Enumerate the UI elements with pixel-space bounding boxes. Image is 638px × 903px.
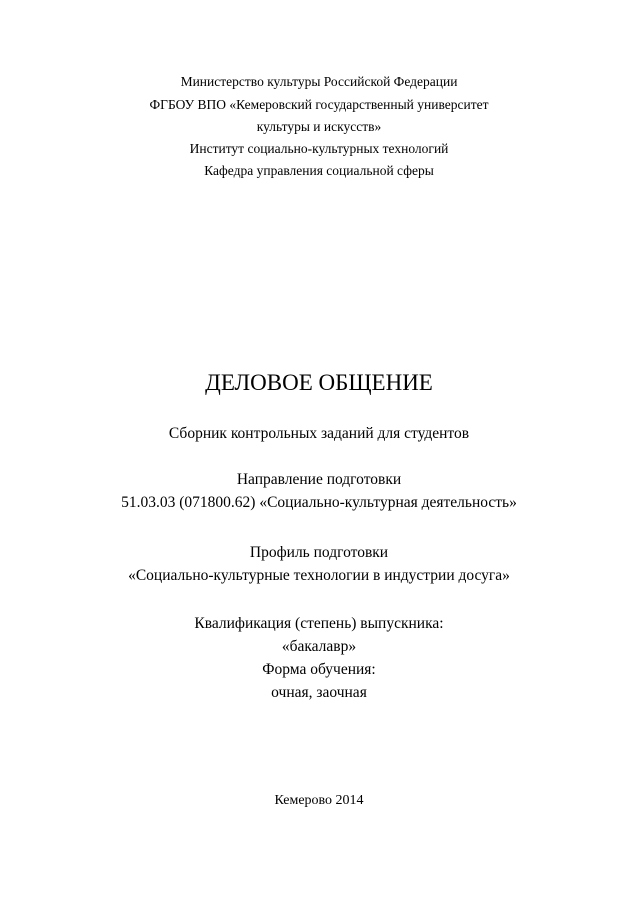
qualification-label: Квалификация (степень) выпускника:	[194, 615, 444, 632]
direction-label: Направление подготовки	[236, 471, 402, 488]
direction-value: 51.03.03 (071800.62) «Социально-культурная деятельность»	[121, 494, 517, 511]
ministry-line: Министерство культуры Российской Федерации	[180, 74, 458, 89]
university-line-2: культуры и искусств»	[256, 119, 382, 134]
study-form-label: Форма обучения:	[262, 661, 376, 678]
profile-value: «Социально-культурные технологии в индустрии досуга»	[128, 567, 510, 584]
city-year: Кемерово 2014	[274, 793, 364, 808]
study-form-value: очная, заочная	[271, 684, 367, 701]
document-title: ДЕЛОВОЕ ОБЩЕНИЕ	[205, 370, 433, 395]
qualification-value: «бакалавр»	[281, 638, 357, 655]
department-line: Кафедра управления социальной сферы	[204, 163, 434, 178]
university-line-1: ФГБОУ ВПО «Кемеровский государственный университет	[149, 97, 489, 112]
document-subtitle: Сборник контрольных заданий для студентов	[168, 425, 470, 442]
institute-line: Институт социально-культурных технологий	[189, 141, 449, 156]
profile-label: Профиль подготовки	[249, 544, 389, 561]
